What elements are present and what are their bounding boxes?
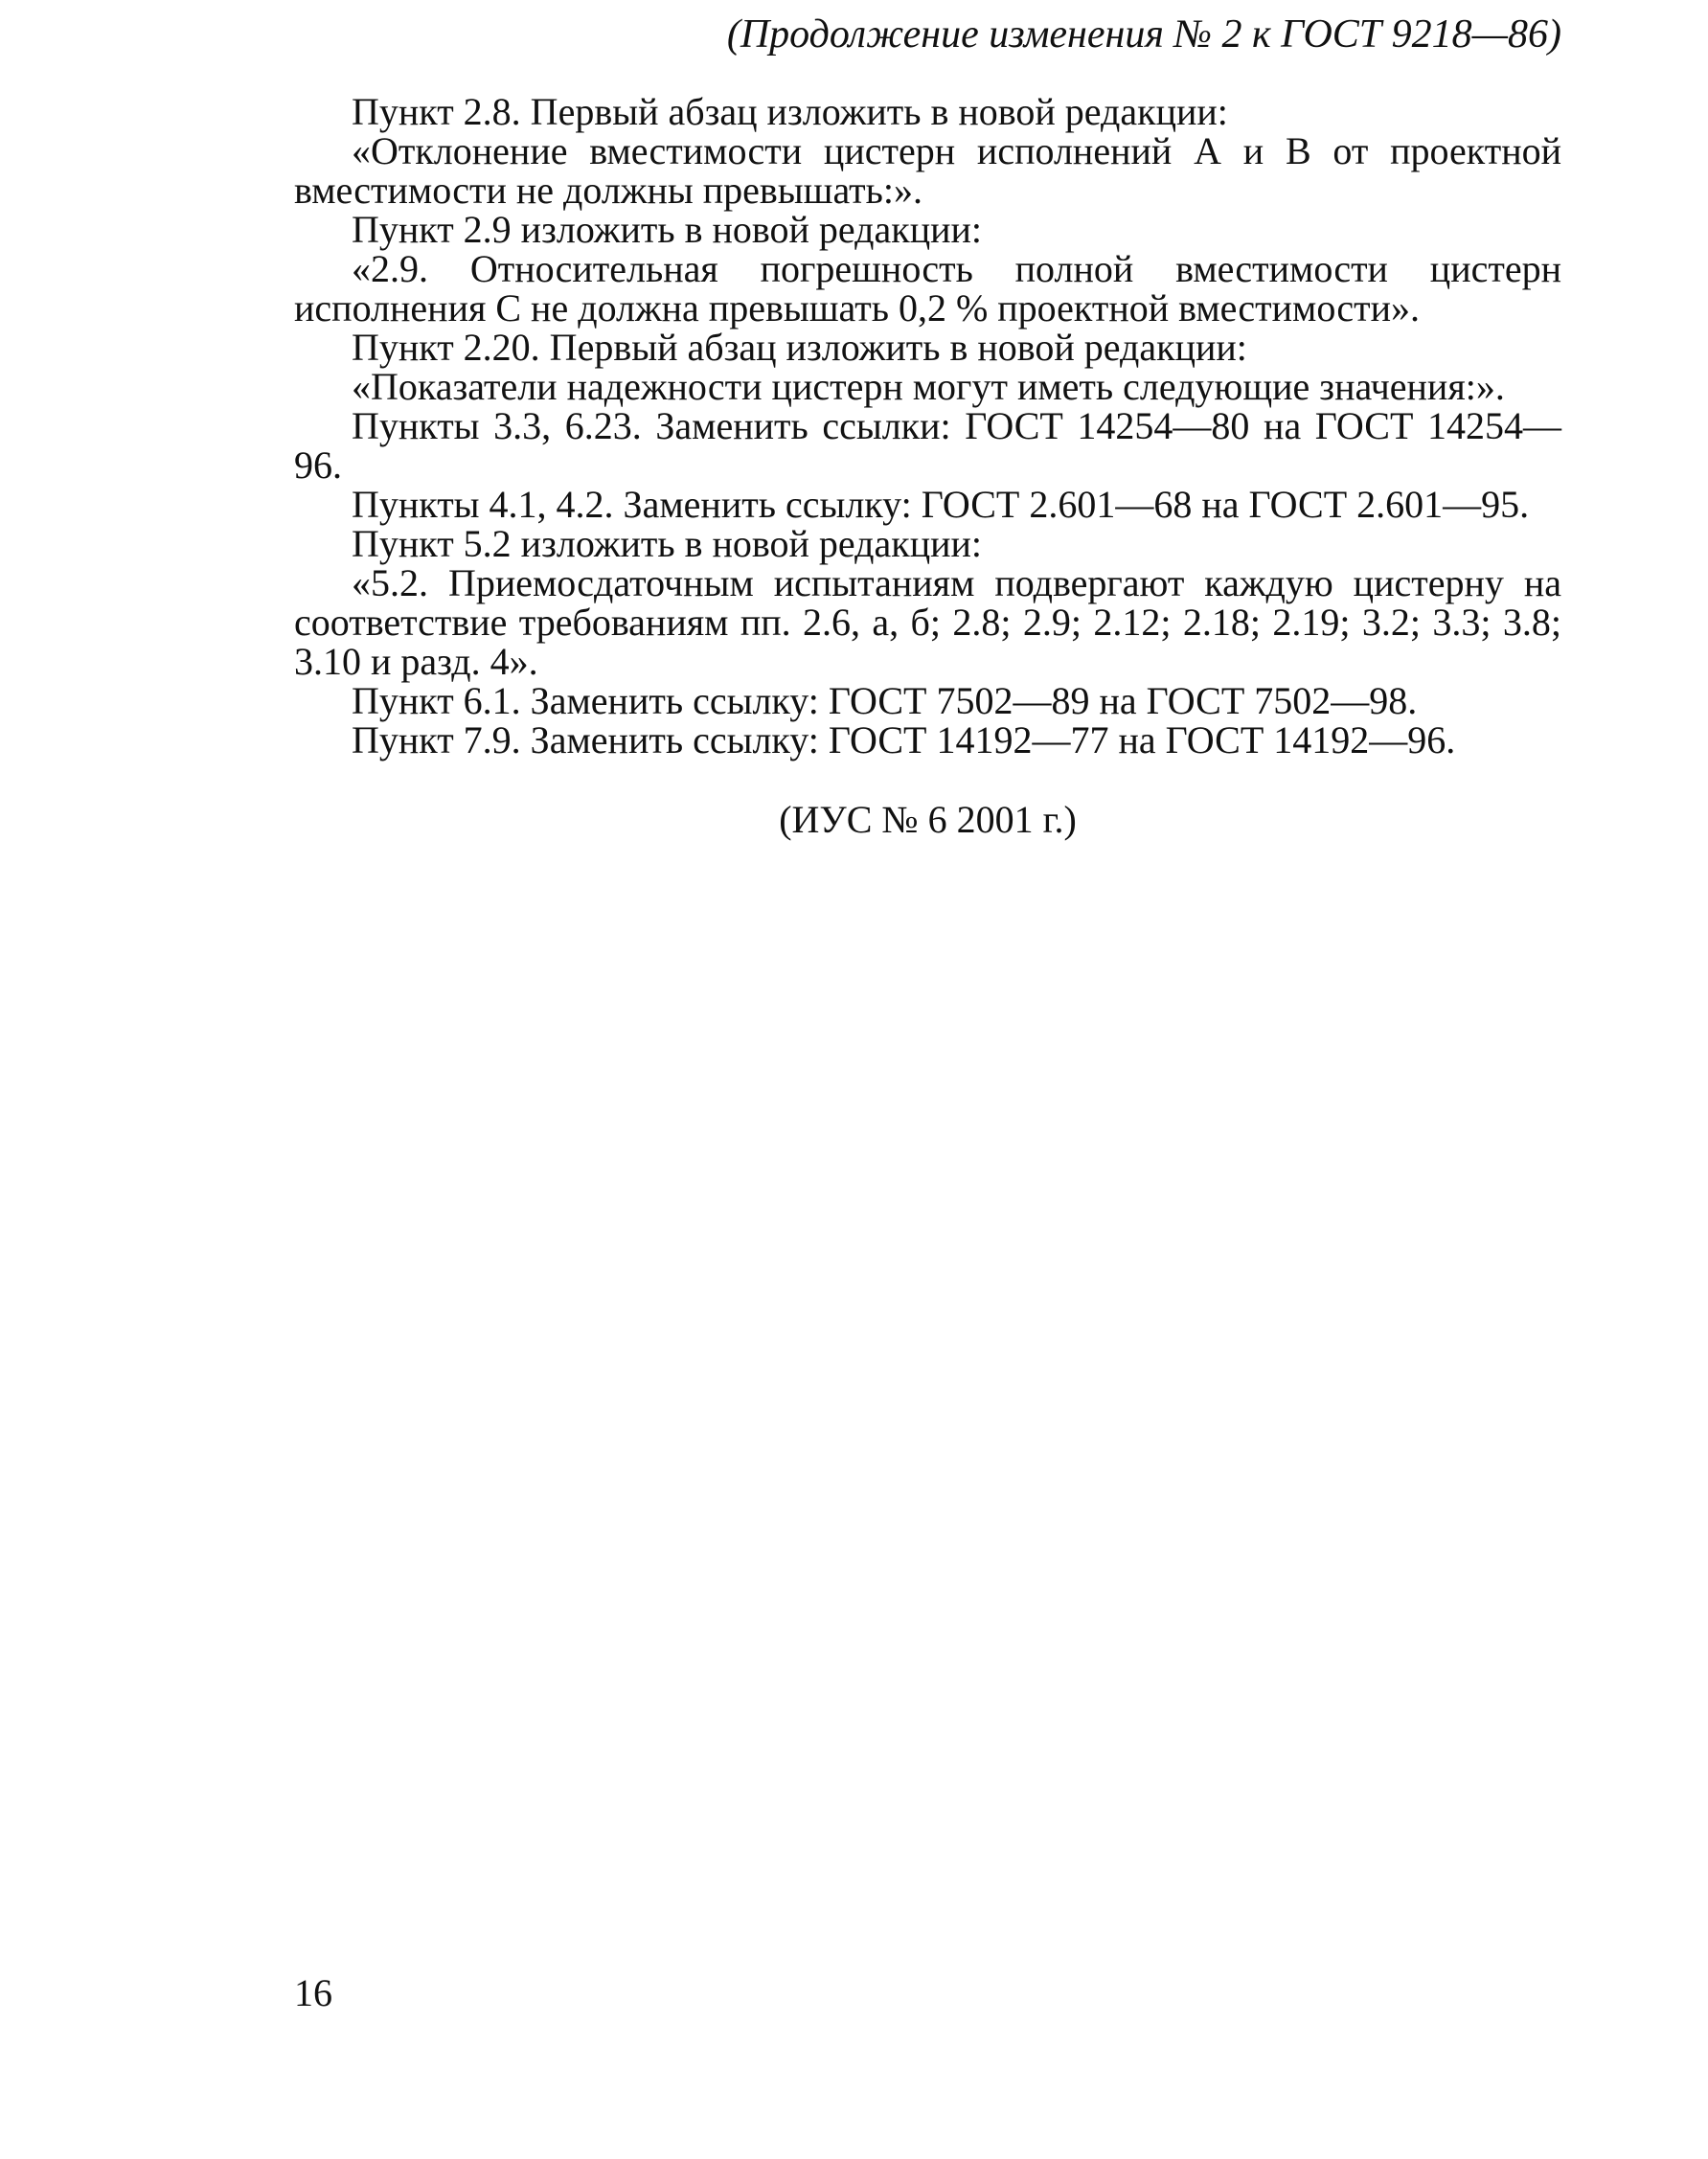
running-header: (Продолжение изменения № 2 к ГОСТ 9218—86): [726, 12, 1561, 57]
document-body: [294, 92, 1561, 839]
paragraph-4-1-4-2: Пункты 4.1, 4.2. Заменить ссылку: ГОСТ 2.601—68 на ГОСТ 2.601—95.: [352, 483, 1530, 526]
paragraph-5-2-text: «5.2. Приемосдаточным испытаниям подвергают каждую цистерну на соответствие требованиям пп. 2.6, а, б; 2.8; 2.9; 2.12; 2.18; 2.19; 3.2; 3.3; 3.8; 3.10 и разд. 4».: [294, 561, 1561, 683]
paragraph-2-9-text: «2.9. Относительная погрешность полной вместимости цистерн исполнения С не должна превышать 0,2 % проектной вместимости».: [294, 247, 1561, 330]
paragraph-2-8-text: «Отклонение вместимости цистерн исполнений А и В от проектной вместимости не должны превышать:».: [294, 129, 1561, 212]
page-number: 16: [294, 1971, 332, 2014]
paragraph-7-9: Пункт 7.9. Заменить ссылку: ГОСТ 14192—77 на ГОСТ 14192—96.: [352, 718, 1456, 761]
paragraph-2-20-text: «Показатели надежности цистерн могут иметь следующие значения:».: [352, 365, 1505, 408]
closing-reference: (ИУС № 6 2001 г.): [779, 798, 1077, 841]
paragraph-2-9-intro: Пункт 2.9 изложить в новой редакции:: [352, 208, 983, 251]
paragraph-6-1: Пункт 6.1. Заменить ссылку: ГОСТ 7502—89 на ГОСТ 7502—98.: [352, 679, 1418, 722]
paragraph-2-8-intro: Пункт 2.8. Первый абзац изложить в новой редакции:: [352, 90, 1228, 133]
paragraph-3-3-6-23: Пункты 3.3, 6.23. Заменить ссылки: ГОСТ 14254—80 на ГОСТ 14254—96.: [294, 404, 1561, 487]
paragraph-5-2-intro: Пункт 5.2 изложить в новой редакции:: [352, 522, 983, 565]
paragraph-2-20-intro: Пункт 2.20. Первый абзац изложить в новой редакции:: [352, 326, 1247, 369]
